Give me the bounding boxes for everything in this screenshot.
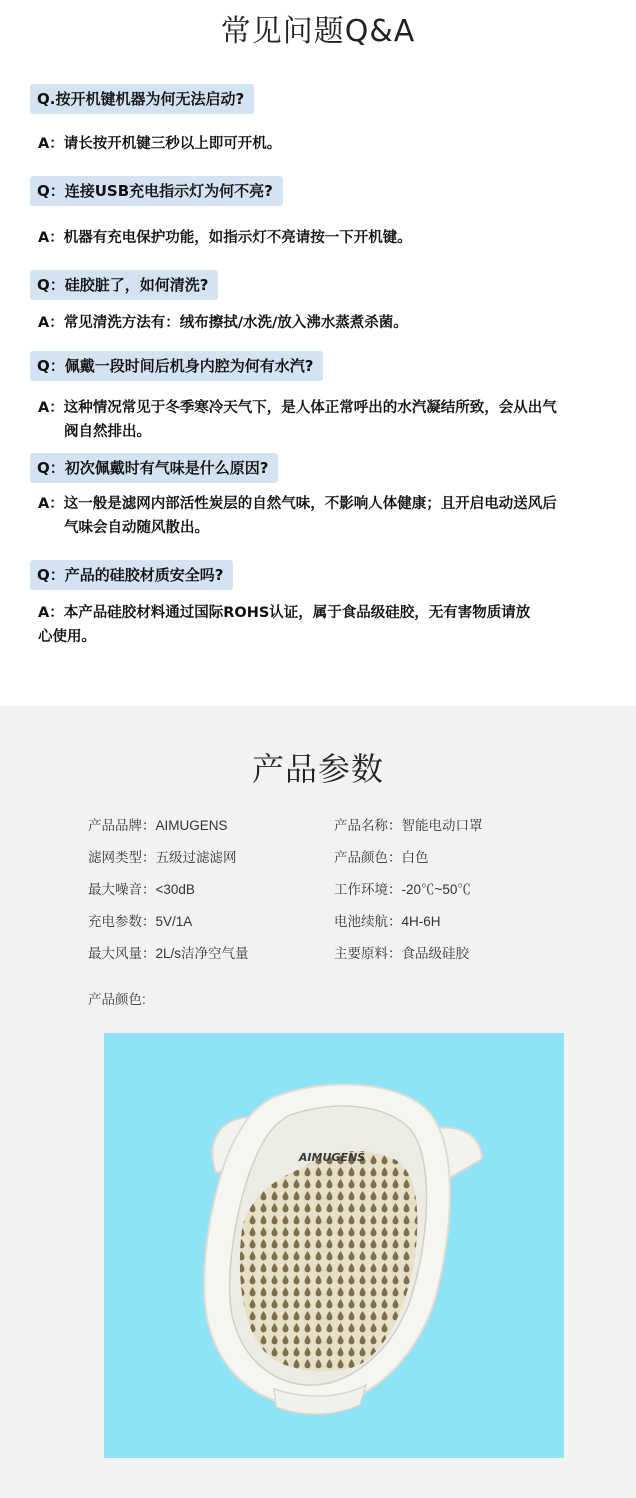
spec-product-color: 产品颜色：白色 xyxy=(334,850,429,865)
spec-brand: 产品品牌：AIMUGENS xyxy=(88,818,228,833)
faq-answer-5 xyxy=(38,492,610,540)
faq-title: 常见问题Q&A xyxy=(220,14,416,49)
faq-answer-1 xyxy=(38,132,610,156)
faq-answer-3 xyxy=(38,311,610,335)
spec-max-noise: 最大噪音：<30dB xyxy=(88,882,195,897)
spec-filter-type: 滤网类型：五级过滤滤网 xyxy=(88,850,237,865)
faq-answer-6-line-2: 心使用。 xyxy=(38,629,96,645)
faq-answer-1-line-1: A：请长按开机键三秒以上即可开机。 xyxy=(38,136,282,152)
faq-answer-3-line-1: A：常见清洗方法有：绒布擦拭/水洗/放入沸水蒸煮杀菌。 xyxy=(38,315,408,331)
faq-answer-5-line-1: A：这一般是滤网内部活性炭层的自然气味，不影响人体健康；且开启电动送风后 xyxy=(38,496,557,512)
faq-answer-4-line-1: A：这种情况常见于冬季寒冷天气下，是人体正常呼出的水汽凝结所致，会从出气 xyxy=(38,400,557,416)
faq-question-2: Q：连接USB充电指示灯为何不亮? xyxy=(30,176,283,206)
faq-question-6: Q：产品的硅胶材质安全吗? xyxy=(30,560,233,590)
faq-question-4: Q：佩戴一段时间后机身内腔为何有水汽? xyxy=(30,351,323,381)
spec-environment: 工作环境：-20℃~50℃ xyxy=(334,882,471,897)
faq-question-3: Q：硅胶脏了，如何清洗? xyxy=(30,270,218,300)
spec-max-airflow: 最大风量：2L/s洁净空气量 xyxy=(88,946,249,961)
faq-answer-4-line-2: 阀自然排出。 xyxy=(64,424,151,440)
spec-product-name: 产品名称：智能电动口罩 xyxy=(334,818,483,833)
product-photo xyxy=(104,1033,564,1458)
mask-illustration xyxy=(104,1033,564,1458)
faq-answer-4 xyxy=(38,396,610,444)
spec-battery: 电池续航：4H-6H xyxy=(334,914,441,929)
faq-answer-6 xyxy=(38,601,610,649)
product-logo-text: AIMUGENS xyxy=(298,1151,366,1164)
faq-section xyxy=(0,0,636,706)
params-section xyxy=(0,706,636,1498)
faq-answer-2-line-1: A：机器有充电保护功能，如指示灯不亮请按一下开机键。 xyxy=(38,230,412,246)
spec-charging: 充电参数：5V/1A xyxy=(88,914,193,929)
faq-answer-6-line-1: A：本产品硅胶材料通过国际ROHS认证，属于食品级硅胶，无有害物质请放 xyxy=(38,605,531,621)
faq-answer-5-line-2: 气味会自动随风散出。 xyxy=(64,520,209,536)
faq-answer-2 xyxy=(38,226,610,250)
faq-question-5: Q：初次佩戴时有气味是什么原因? xyxy=(30,453,278,483)
params-title: 产品参数 xyxy=(251,750,384,788)
spec-material: 主要原料：食品级硅胶 xyxy=(334,946,469,961)
faq-question-1: Q.按开机键机器为何无法启动? xyxy=(30,84,254,114)
color-label: 产品颜色: xyxy=(88,992,146,1007)
